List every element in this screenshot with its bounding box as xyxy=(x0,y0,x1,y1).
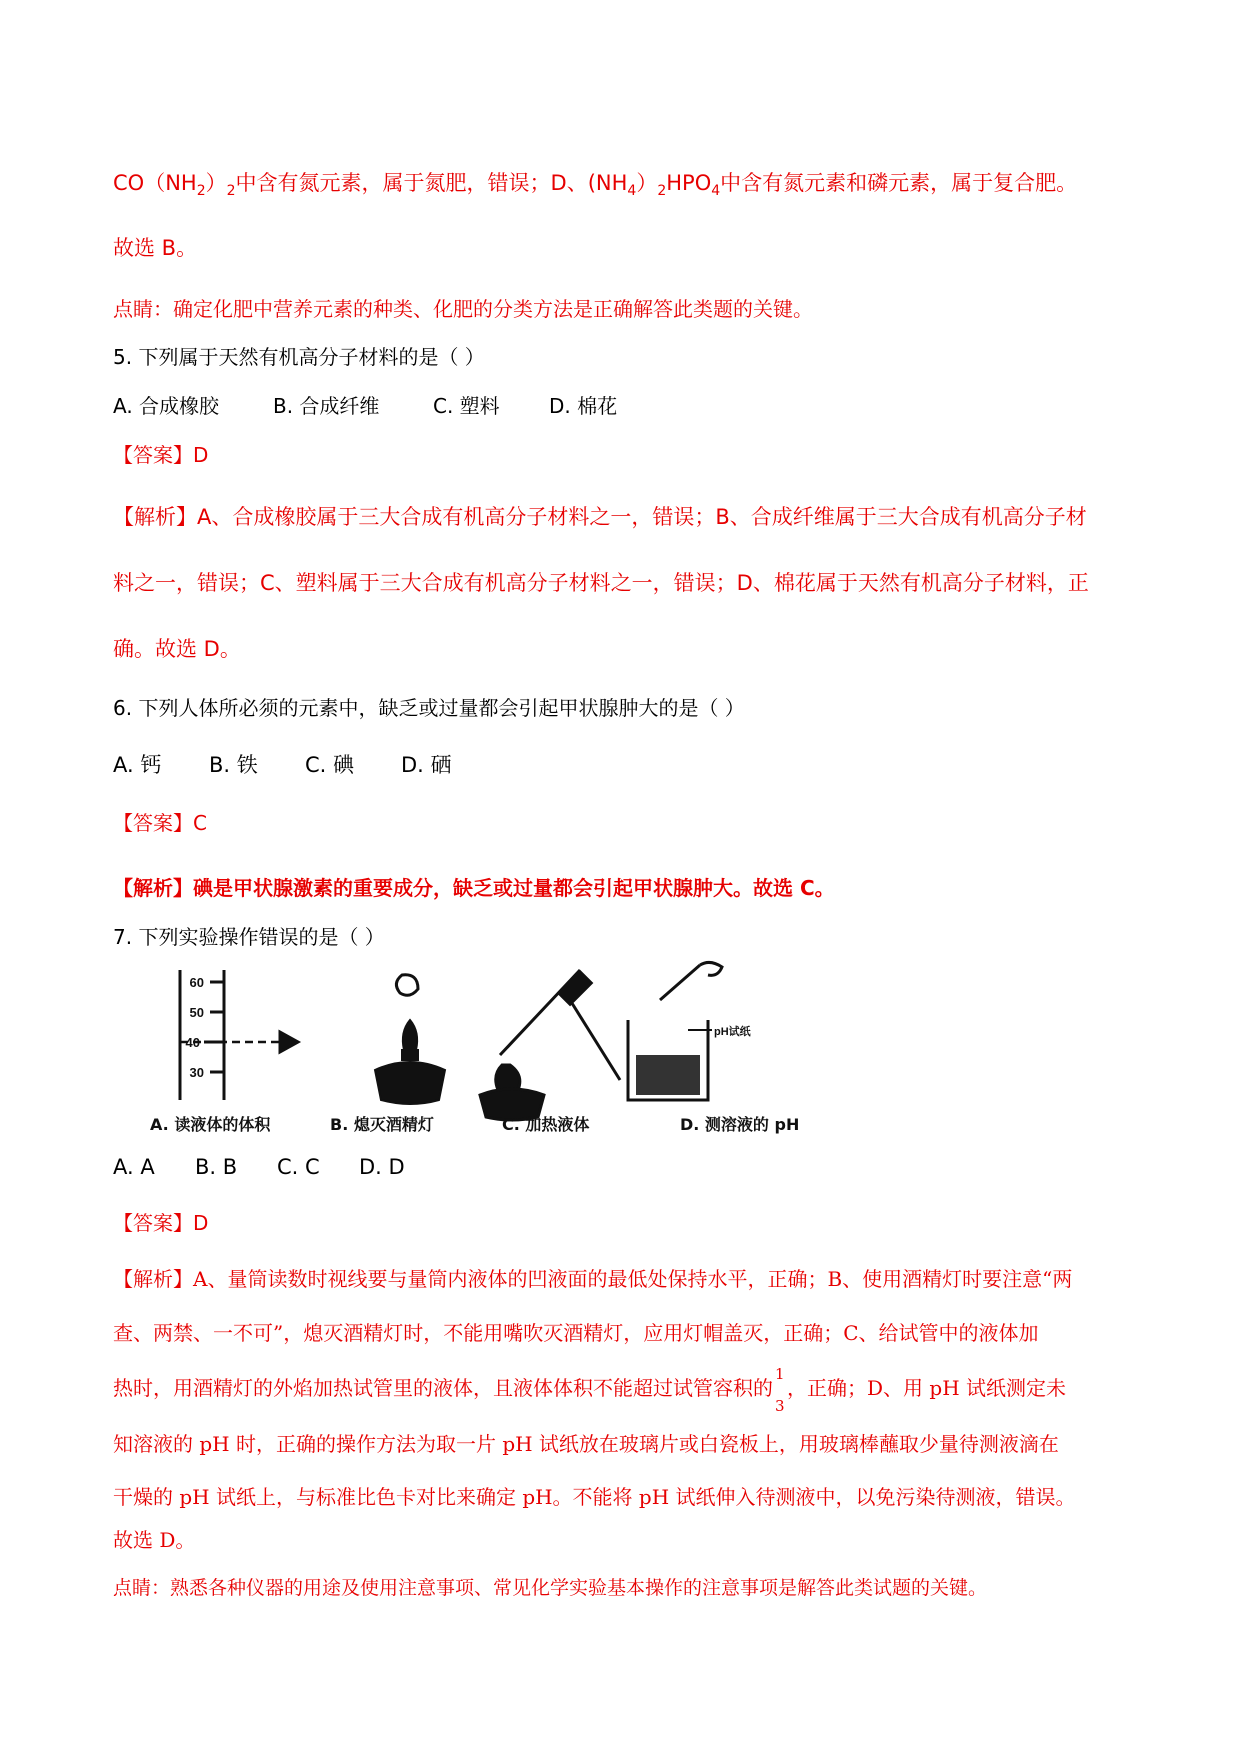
tick-40: 40 xyxy=(185,1035,200,1050)
experiment-figure xyxy=(140,960,830,1140)
beaker-ph-icon xyxy=(628,962,722,1100)
option-d: D. D xyxy=(359,1155,405,1179)
fraction-one-third: 1 3 xyxy=(775,1364,785,1415)
analysis-7-line-6: 故选 D。 xyxy=(113,1528,196,1552)
option-a: A. 钙 xyxy=(113,753,162,777)
ph-paper-label: pH试纸 xyxy=(714,1026,751,1038)
question-5-options xyxy=(113,391,617,421)
analysis-5-line-2: 料之一，错误；C、塑料属于三大合成有机高分子材料之一，错误；D、棉花属于天然有机高分子材料，正 xyxy=(113,571,1089,595)
answer-5: 【答案】D xyxy=(113,443,209,467)
analysis-6: 【解析】碘是甲状腺激素的重要成分，缺乏或过量都会引起甲状腺肿大。故选 C。 xyxy=(113,876,835,900)
analysis-7-line-5: 干燥的 pH 试纸上，与标准比色卡对比来确定 pH。不能将 pH 试纸伸入待测液中，以免污染待测液，错误。 xyxy=(113,1485,1076,1509)
alcohol-lamp-icon xyxy=(375,975,445,1104)
analysis-7-line-2: 查、两禁、一不可”，熄灭酒精灯时，不能用嘴吹灭酒精灯，应用灯帽盖灭，正确；C、给试管中的液体加 xyxy=(113,1321,1039,1345)
option-c: C. 碘 xyxy=(305,753,355,777)
option-a: A. 合成橡胶 xyxy=(113,394,220,418)
question-7: 7. 下列实验操作错误的是（ ） xyxy=(113,925,385,949)
caption-b: B. 熄灭酒精灯 xyxy=(330,1115,434,1134)
option-d: D. 硒 xyxy=(401,753,452,777)
option-b: B. B xyxy=(195,1155,238,1179)
answer-6: 【答案】C xyxy=(113,811,207,835)
analysis-7-line-1: 【解析】A、量筒读数时视线要与量筒内液体的凹液面的最低处保持水平，正确；B、使用酒精灯时要注意“两 xyxy=(113,1267,1073,1291)
question-7-options xyxy=(113,1152,405,1182)
option-b: B. 合成纤维 xyxy=(273,394,380,418)
tick-60: 60 xyxy=(189,975,204,990)
caption-a: A. 读液体的体积 xyxy=(150,1115,271,1134)
formula-line: $CO(NH_2)_2$中含有氮元素，属于氮肥，错误；D、$(NH_4)_2HPO_4$中含有氮元素和磷元素，属于复合肥。 xyxy=(113,171,1078,199)
caption-d: D. 测溶液的 pH xyxy=(680,1115,800,1134)
analysis-5-line-1: 【解析】A、合成橡胶属于三大合成有机高分子材料之一，错误；B、合成纤维属于三大合成有机高分子材 xyxy=(113,505,1087,529)
option-c: C. C xyxy=(277,1155,320,1179)
question-5: 5. 下列属于天然有机高分子材料的是（ ） xyxy=(113,345,485,369)
option-c: C. 塑料 xyxy=(433,394,500,418)
tick-30: 30 xyxy=(189,1065,204,1080)
option-a: A. A xyxy=(113,1155,155,1179)
tip-line-7: 点睛：熟悉各种仪器的用途及使用注意事项、常见化学实验基本操作的注意事项是解答此类试题的关键。 xyxy=(113,1577,988,1599)
test-tube-heating-icon xyxy=(480,970,620,1120)
tip-line: 点睛：确定化肥中营养元素的种类、化肥的分类方法是正确解答此类题的关键。 xyxy=(113,297,813,321)
conclusion-line: 故选 B。 xyxy=(113,236,198,260)
caption-c: C. 加热液体 xyxy=(502,1115,590,1134)
answer-7: 【答案】D xyxy=(113,1211,209,1235)
option-d: D. 棉花 xyxy=(549,394,618,418)
analysis-5-line-3: 确。故选 D。 xyxy=(113,637,241,661)
question-6: 6. 下列人体所必须的元素中，缺乏或过量都会引起甲状腺肿大的是（ ） xyxy=(113,696,745,720)
tick-50: 50 xyxy=(189,1005,204,1020)
question-6-options xyxy=(113,750,452,780)
analysis-7-line-4: 知溶液的 pH 时，正确的操作方法为取一片 pH 试纸放在玻璃片或白瓷板上，用玻璃棒蘸取少量待测液滴在 xyxy=(113,1432,1059,1456)
option-b: B. 铁 xyxy=(209,753,258,777)
analysis-7-line-3: 热时，用酒精灯的外焰加热试管里的液体，且液体体积不能超过试管容积的 1 3 ，正确；D、用 pH 试纸测定未 xyxy=(113,1364,1066,1415)
